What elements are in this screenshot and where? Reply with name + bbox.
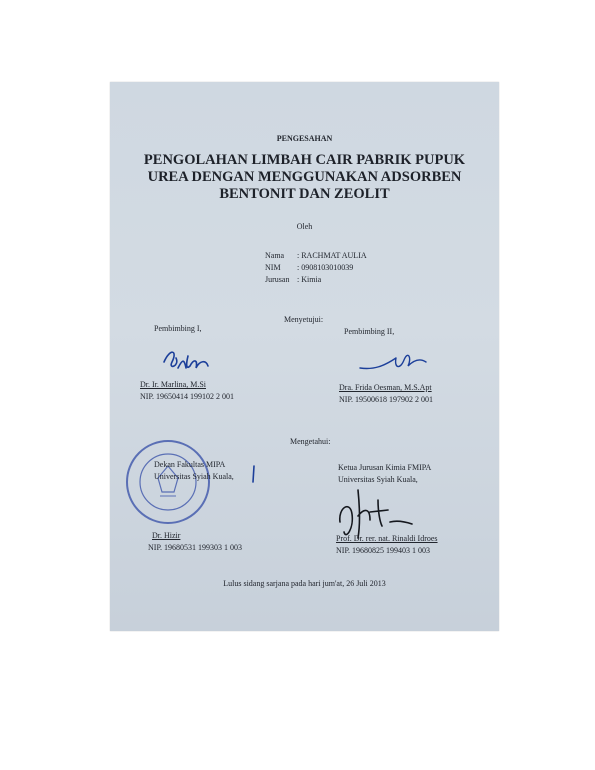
student-dept-label: Jurusan xyxy=(265,275,290,284)
head-role-line2: Universitas Syiah Kuala, xyxy=(338,475,418,484)
head-nip: NIP. 19680825 199403 1 003 xyxy=(336,546,431,555)
dean-signature-mark xyxy=(248,464,260,484)
acknowledgement-label: Mengetahui: xyxy=(290,437,331,446)
student-name-label: Nama xyxy=(265,251,285,260)
thesis-title-line-1: PENGOLAHAN LIMBAH CAIR PABRIK PUPUK xyxy=(143,152,466,168)
approval-page xyxy=(110,82,499,631)
student-nim-value: : 0908103010039 xyxy=(297,263,354,272)
student-name-row xyxy=(265,250,367,262)
head-name: Prof. Dr. rer. nat. Rinaldi Idroes xyxy=(336,534,438,543)
student-dept-value: : Kimia xyxy=(297,275,322,284)
advisor2-role: Pembimbing II, xyxy=(344,327,395,336)
advisor1-signature xyxy=(156,338,220,382)
student-dept-row xyxy=(265,274,367,286)
advisor1-role: Pembimbing I, xyxy=(154,324,202,333)
advisor2-signature xyxy=(354,340,434,376)
advisor2-nip: NIP. 19500618 197902 2 001 xyxy=(339,395,434,404)
student-nim-row xyxy=(265,262,367,274)
advisor1-name: Dr. Ir. Marlina, M.Si xyxy=(140,380,206,389)
student-name-value: : RACHMAT AULIA xyxy=(297,251,367,260)
dean-role-line2: Universitas Syiah Kuala, xyxy=(154,472,234,481)
head-role-line1: Ketua Jurusan Kimia FMIPA xyxy=(338,463,432,472)
advisor1-nip: NIP. 19650414 199102 2 001 xyxy=(140,392,235,401)
dean-nip: NIP. 19680531 199303 1 003 xyxy=(148,543,243,552)
student-nim-label: NIM xyxy=(265,263,281,272)
by-label: Oleh xyxy=(296,222,313,231)
student-info xyxy=(265,250,367,286)
thesis-title-line-3: BENTONIT DAN ZEOLIT xyxy=(219,186,390,202)
thesis-title xyxy=(110,152,499,203)
dean-role-line1: Dekan Fakultas MIPA xyxy=(154,460,226,469)
dean-name: Dr. Hizir xyxy=(152,531,181,540)
graduation-note: Lulus sidang sarjana pada hari jum'at, 26 Juli 2013 xyxy=(223,579,386,588)
page-heading: PENGESAHAN xyxy=(276,134,333,143)
thesis-title-line-2: UREA DENGAN MENGGUNAKAN ADSORBEN xyxy=(147,169,462,185)
advisor2-name: Dra. Frida Oesman, M.S.Apt xyxy=(339,383,432,392)
approval-label: Menyetujui: xyxy=(284,315,324,324)
